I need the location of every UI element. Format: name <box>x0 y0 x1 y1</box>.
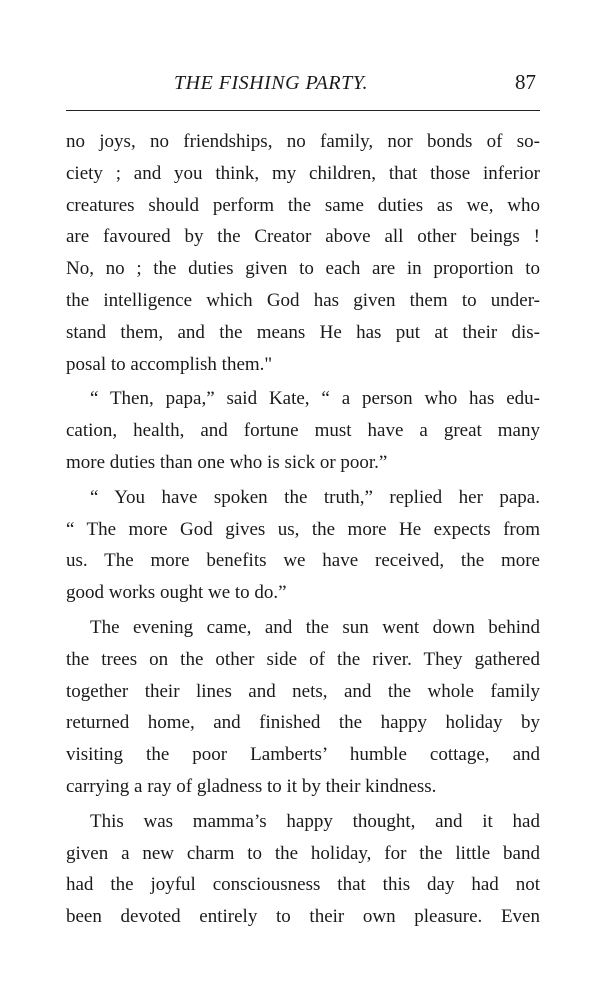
text-line: ciety ; and you think, my children, that those inferior <box>66 162 540 184</box>
text-line: been devoted entirely to their own pleasure. Even <box>66 906 540 928</box>
text-line: “ You have spoken the truth,” replied her papa. <box>90 486 540 508</box>
text-line: more duties than one who is sick or poor.” <box>66 451 388 473</box>
text-line: given a new charm to the holiday, for the little band <box>66 842 540 864</box>
text-line: carrying a ray of gladness to it by their kindness. <box>66 775 437 797</box>
text-line: creatures should perform the same duties as we, who <box>66 194 540 216</box>
text-line: “ Then, papa,” said Kate, “ a person who has edu- <box>90 388 540 410</box>
paragraph <box>66 383 540 478</box>
text-line: us. The more benefits we have received, the more <box>66 550 540 572</box>
paragraph <box>66 482 540 609</box>
text-line: The evening came, and the sun went down behind <box>90 616 540 638</box>
running-header <box>66 70 540 100</box>
text-line: “ The more God gives us, the more He expects from <box>66 518 540 540</box>
text-line: the intelligence which God has given them to under- <box>66 289 540 311</box>
paragraph <box>66 126 540 380</box>
text-line: No, no ; the duties given to each are in proportion to <box>66 258 540 280</box>
text-line: together their lines and nets, and the whole family <box>66 680 540 702</box>
paragraph <box>66 612 540 803</box>
text-line: the trees on the other side of the river. They gathered <box>66 648 540 670</box>
text-line: cation, health, and fortune must have a great many <box>66 420 540 442</box>
text-line: stand them, and the means He has put at their dis- <box>66 321 540 343</box>
page-number: 87 <box>515 70 536 94</box>
paragraph <box>66 806 540 933</box>
text-line: are favoured by the Creator above all other beings ! <box>66 226 540 248</box>
text-line: no joys, no friendships, no family, nor bonds of so- <box>66 131 540 152</box>
header-rule <box>66 110 540 111</box>
text-line: This was mamma’s happy thought, and it had <box>90 810 540 832</box>
text-line: good works ought we to do.” <box>66 582 287 604</box>
text-line: returned home, and finished the happy holiday by <box>66 712 540 734</box>
running-title: THE FISHING PARTY. <box>174 72 369 94</box>
text-line: visiting the poor Lamberts’ humble cottage, and <box>66 744 540 766</box>
body-text <box>66 126 540 933</box>
text-line: had the joyful consciousness that this day had not <box>66 874 540 896</box>
text-line: posal to accomplish them." <box>66 353 273 375</box>
